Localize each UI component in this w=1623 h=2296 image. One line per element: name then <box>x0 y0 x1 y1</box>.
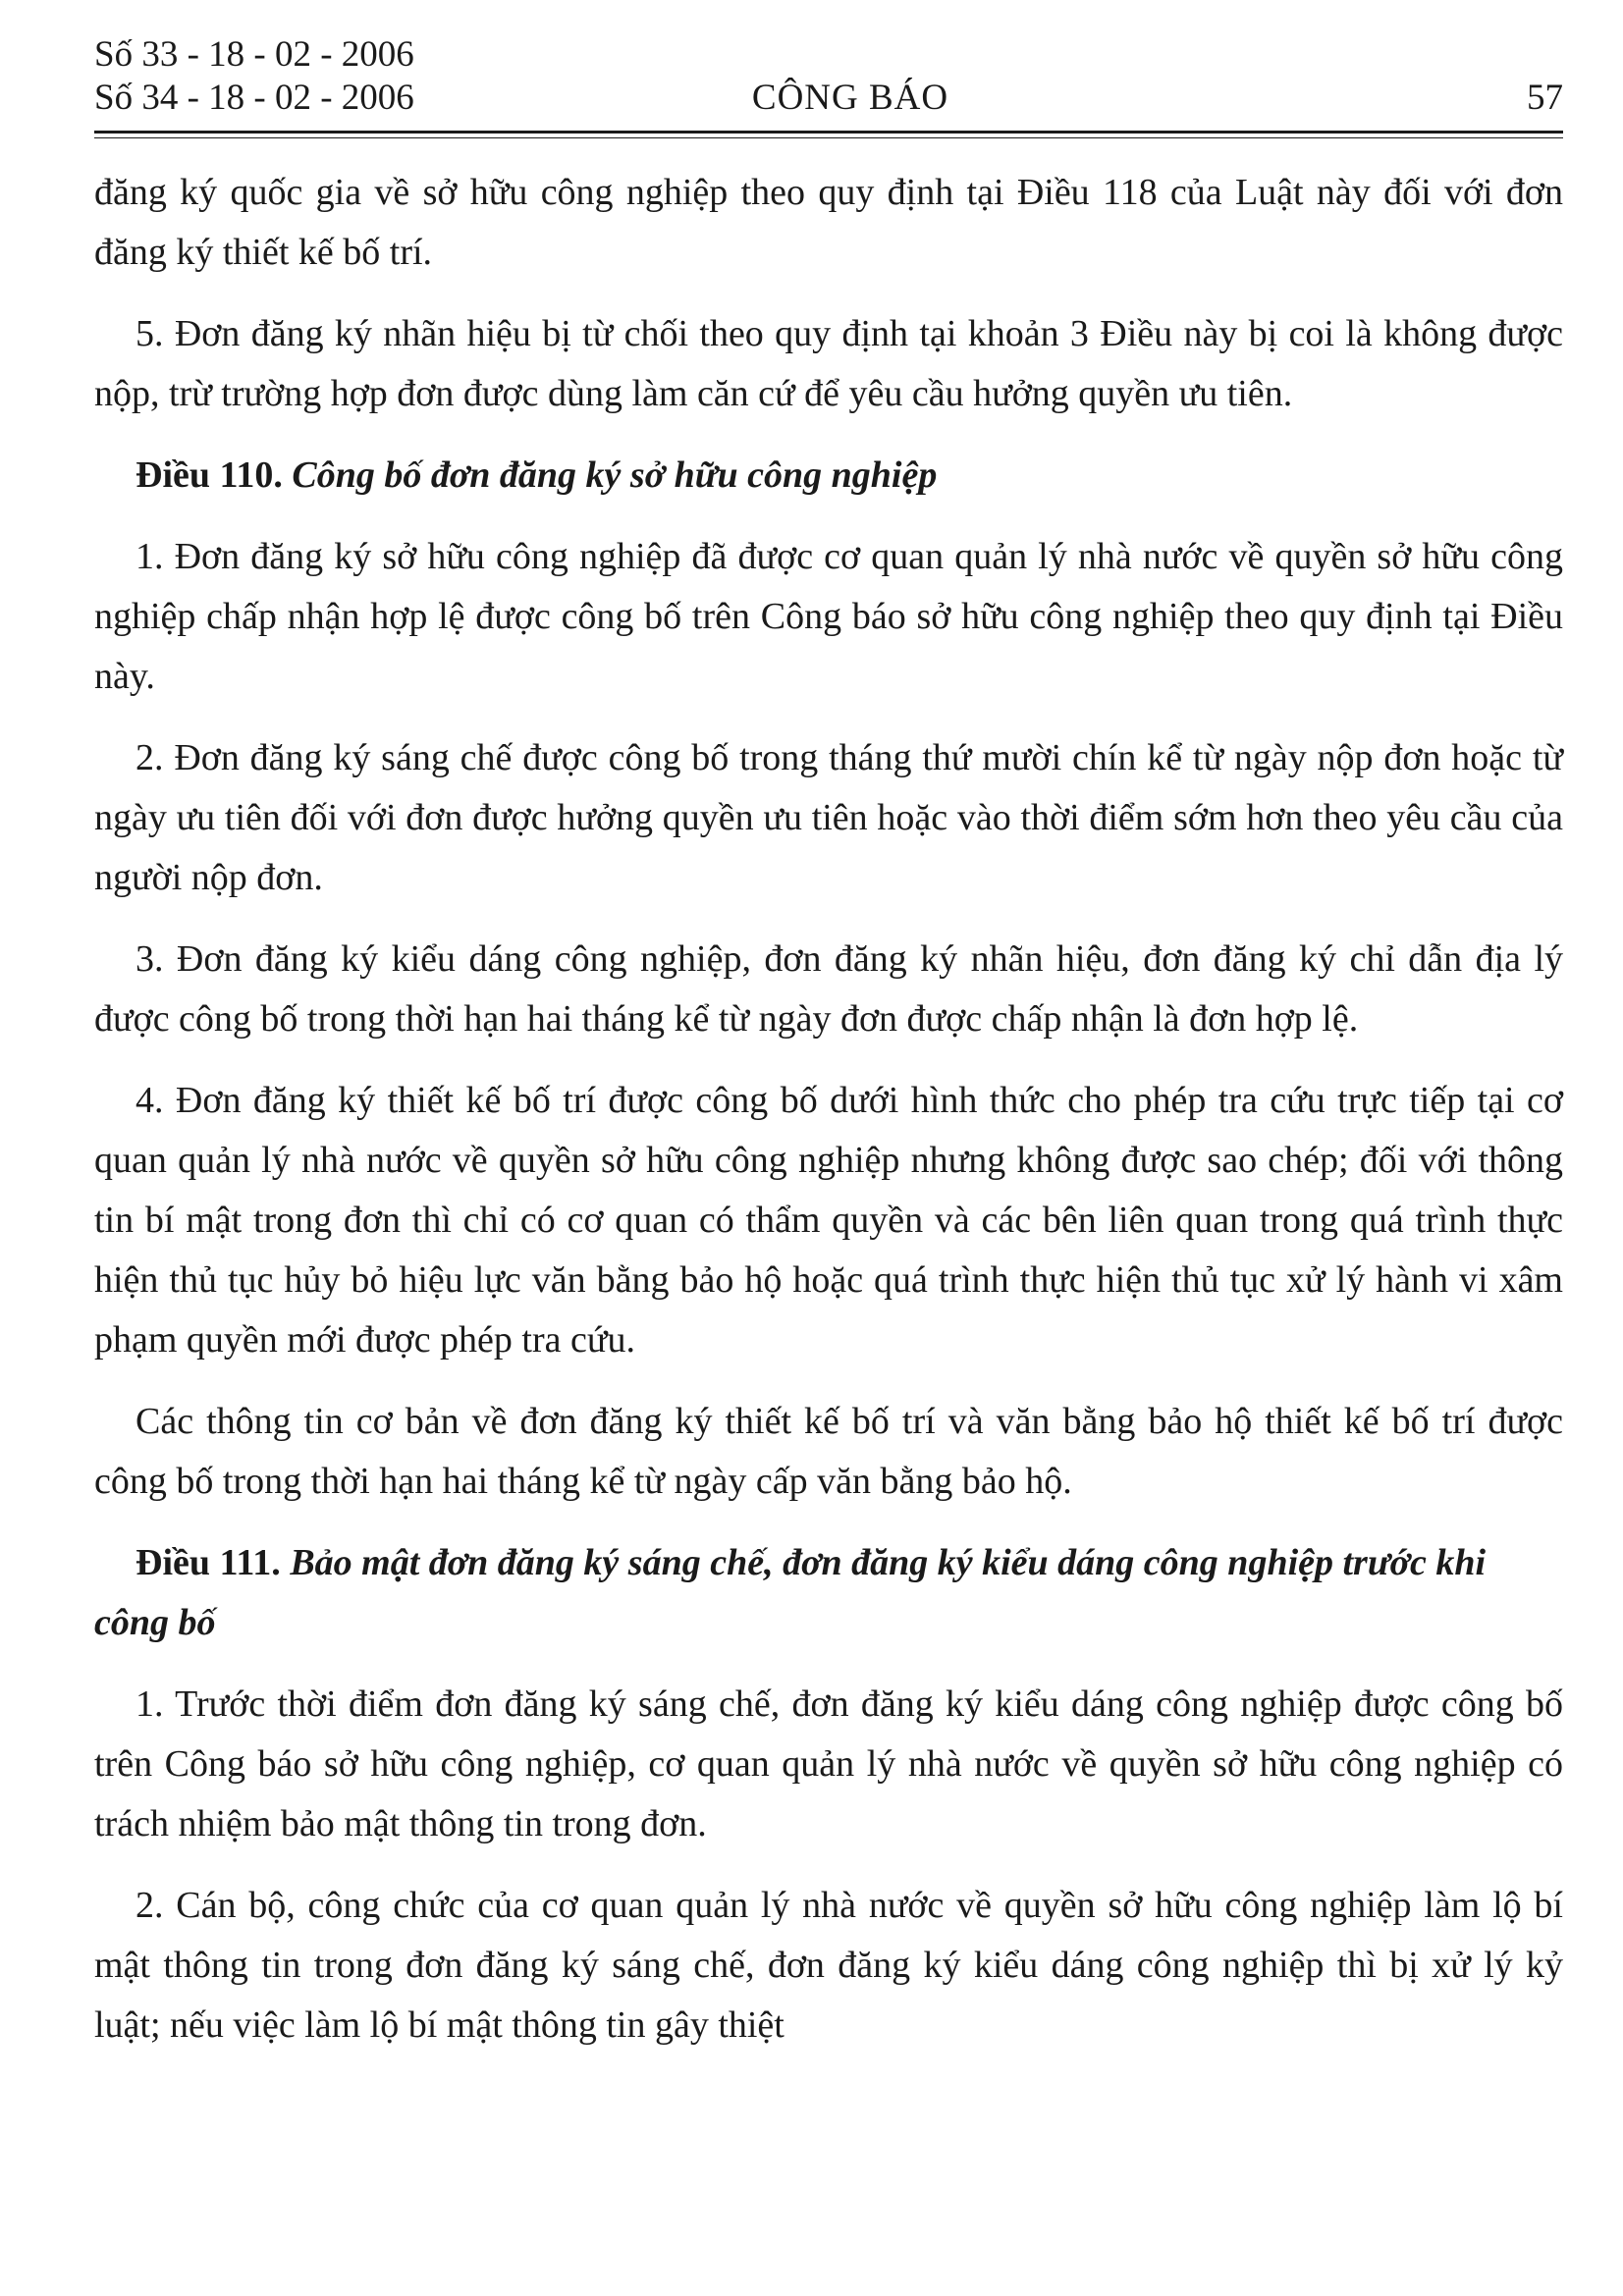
issue-number-line-2: Số 34 - 18 - 02 - 2006 <box>94 78 414 118</box>
page-number: 57 <box>1527 78 1563 118</box>
issue-number-line-1: Số 33 - 18 - 02 - 2006 <box>94 34 414 75</box>
article-111-heading <box>94 1533 1563 1653</box>
continued-paragraph: đăng ký quốc gia về sở hữu công nghiệp theo quy định tại Điều 118 của Luật này đối với đơn đăng ký thiết kế bố trí. <box>94 172 1563 273</box>
article-111-clause-1: 1. Trước thời điểm đơn đăng ký sáng chế, đơn đăng ký kiểu dáng công nghiệp được công bố trên Công báo sở hữu công nghiệp, cơ quan quản lý nhà nước về quyền sở hữu công nghiệp có trách nhiệm bảo mật thông tin trong đơn. <box>94 1683 1563 1844</box>
article-110-clause-4-continued: Các thông tin cơ bản về đơn đăng ký thiết kế bố trí và văn bằng bảo hộ thiết kế bố trí được công bố trong thời hạn hai tháng kể từ ngày cấp văn bằng bảo hộ. <box>94 1401 1563 1502</box>
article-111-clause-2: 2. Cán bộ, công chức của cơ quan quản lý nhà nước về quyền sở hữu công nghiệp làm lộ bí mật thông tin trong đơn đăng ký sáng chế, đơn đăng ký kiểu dáng công nghiệp thì bị xử lý kỷ luật; nếu việc làm lộ bí mật thông tin gây thiệt <box>94 1885 1563 2046</box>
article-110-clause-2: 2. Đơn đăng ký sáng chế được công bố trong tháng thứ mười chín kể từ ngày nộp đơn hoặc từ ngày ưu tiên đối với đơn được hưởng quyền ưu tiên hoặc vào thời điểm sớm hơn theo yêu cầu của người nộp đơn. <box>94 737 1563 898</box>
article-110-number: Điều 110. <box>135 454 283 496</box>
article-110-clause-4: 4. Đơn đăng ký thiết kế bố trí được công bố dưới hình thức cho phép tra cứu trực tiếp tại cơ quan quản lý nhà nước về quyền sở hữu công nghiệp nhưng không được sao chép; đối với thông tin bí mật trong đơn thì chỉ có cơ quan có thẩm quyền và các bên liên quan trong quá trình thực hiện thủ tục hủy bỏ hiệu lực văn bằng bảo hộ hoặc quá trình thực hiện thủ tục xử lý hành vi xâm phạm quyền mới được phép tra cứu. <box>94 1080 1563 1361</box>
article-110-clause-3: 3. Đơn đăng ký kiểu dáng công nghiệp, đơn đăng ký nhãn hiệu, đơn đăng ký chỉ dẫn địa lý được công bố trong thời hạn hai tháng kể từ ngày đơn được chấp nhận là đơn hợp lệ. <box>94 938 1563 1040</box>
article-110-heading <box>94 446 1563 506</box>
article-111-title: Bảo mật đơn đăng ký sáng chế, đơn đăng ký kiểu dáng công nghiệp trước khi công bố <box>94 1542 1487 1643</box>
article-110-clause-1: 1. Đơn đăng ký sở hữu công nghiệp đã được cơ quan quản lý nhà nước về quyền sở hữu công nghiệp chấp nhận hợp lệ được công bố trên Công báo sở hữu công nghiệp theo quy định tại Điều này. <box>94 536 1563 697</box>
clause-5-paragraph: 5. Đơn đăng ký nhãn hiệu bị từ chối theo quy định tại khoản 3 Điều này bị coi là không được nộp, trừ trường hợp đơn được dùng làm căn cứ để yêu cầu hưởng quyền ưu tiên. <box>94 313 1563 414</box>
article-110-title: Công bố đơn đăng ký sở hữu công nghiệp <box>292 454 938 496</box>
publication-title: CÔNG BÁO <box>751 78 949 118</box>
document-body <box>94 163 1563 2077</box>
header-rule-thin <box>94 137 1563 138</box>
header-rule-thick <box>94 131 1563 133</box>
article-111-number: Điều 111. <box>135 1542 281 1583</box>
page-header <box>94 33 1563 132</box>
